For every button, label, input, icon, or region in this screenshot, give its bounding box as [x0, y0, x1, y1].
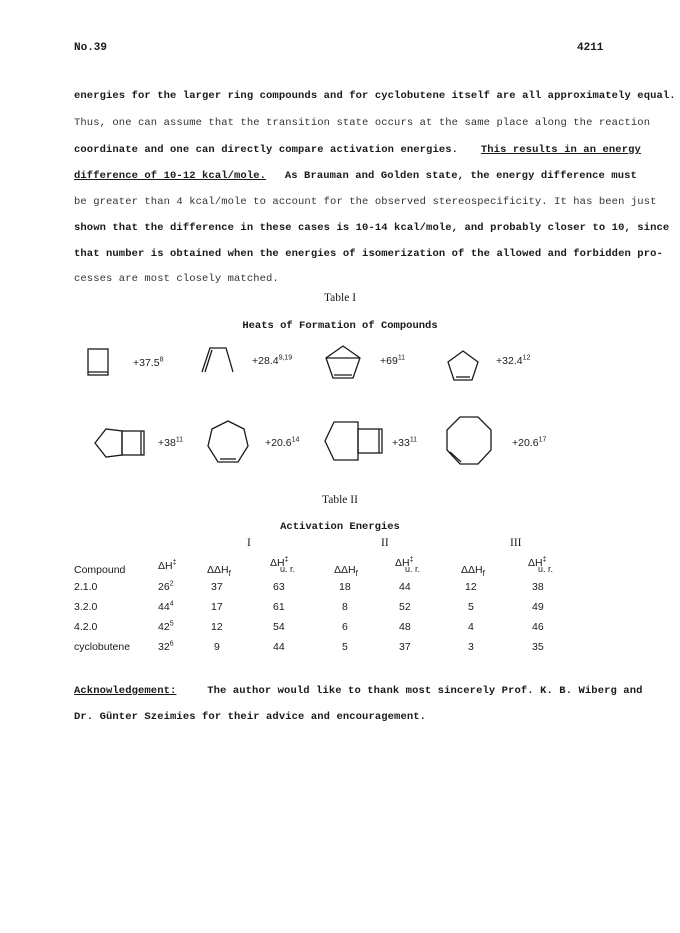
- column-header-ddhf: [461, 564, 485, 579]
- reference: 12: [522, 354, 531, 362]
- compound-heat: [133, 357, 163, 369]
- compound-name: cyclobutene: [74, 641, 131, 653]
- cell-value: 38: [532, 581, 544, 593]
- cell-value: 48: [399, 621, 411, 633]
- column-header-dh-ur: [395, 556, 421, 581]
- acknowledgement: [74, 685, 643, 697]
- column-header-ddhf: [207, 564, 231, 579]
- page-journal-number: No.39: [74, 42, 108, 54]
- cell-value: 12: [465, 581, 477, 593]
- cell-value: 42: [158, 621, 170, 633]
- compound-heat: [496, 355, 530, 367]
- reference: 9,19: [278, 354, 293, 362]
- bicyclo-4-2-0-octene-icon: [322, 418, 386, 466]
- header-text: ΔΔH: [334, 564, 356, 576]
- subscript: f: [228, 569, 231, 579]
- cell-value: 37: [399, 641, 411, 653]
- column-header-ddhf: [334, 564, 358, 579]
- column-header-dh-ur: [270, 556, 296, 581]
- cell-value: 17: [211, 601, 223, 613]
- subscript: f: [355, 569, 358, 579]
- reference: 11: [175, 436, 184, 444]
- heat-value: +20.6: [512, 437, 539, 449]
- dagger: ‡: [542, 556, 547, 564]
- heat-value: +37.5: [133, 357, 160, 369]
- cycloheptene-icon: [205, 418, 251, 468]
- table-1-subtitle: Heats of Formation of Compounds: [242, 320, 438, 332]
- column-header-dh: [158, 560, 177, 572]
- heat-value: +32.4: [496, 355, 523, 367]
- subscript: f: [482, 569, 485, 579]
- compound-heat: [158, 437, 183, 449]
- heat-value: +38: [158, 437, 176, 449]
- table-1-title: Table I: [323, 292, 357, 304]
- cell-value: 44: [158, 601, 170, 613]
- bicyclobutane-icon: [198, 342, 236, 376]
- cell-dh: [158, 601, 174, 613]
- cell-value: 61: [273, 601, 285, 613]
- cyclobutene-icon: [85, 345, 111, 379]
- cyclooctene-icon: [443, 414, 495, 468]
- cell-value: 6: [342, 621, 348, 633]
- cell-value: 44: [273, 641, 285, 653]
- subscript: u. r.: [538, 564, 554, 574]
- compound-heat: [265, 437, 299, 449]
- compound-heat: [380, 355, 405, 367]
- cell-dh: [158, 581, 174, 593]
- page-number: 4211: [577, 42, 604, 54]
- table-2-subtitle: Activation Energies: [280, 521, 400, 533]
- cell-value: 49: [532, 601, 544, 613]
- table-2-title: Table II: [322, 494, 358, 506]
- underlined-text: This results in an energy: [480, 144, 641, 156]
- cell-value: 4: [468, 621, 474, 633]
- compound-heat: [392, 437, 417, 449]
- paragraph-text: coordinate and one can directly compare activation energies.: [74, 144, 459, 156]
- subscript: u. r.: [280, 564, 296, 574]
- cell-value: 9: [214, 641, 220, 653]
- cyclopentene-icon: [445, 348, 481, 384]
- cell-value: 18: [339, 581, 351, 593]
- header-text: ΔΔH: [207, 564, 229, 576]
- reference: 4: [169, 600, 174, 608]
- bicyclo-3-2-0-heptene-icon: [92, 423, 150, 463]
- column-header-compound: Compound: [74, 564, 126, 576]
- cell-value: 52: [399, 601, 411, 613]
- paragraph-line: [74, 170, 637, 182]
- cell-value: 63: [273, 581, 285, 593]
- cell-value: 44: [399, 581, 411, 593]
- group-label: I: [247, 537, 251, 549]
- cell-value: 5: [468, 601, 474, 613]
- reference: 11: [397, 354, 406, 362]
- paragraph-line: be greater than 4 kcal/mole to account for the observed stereospecificity. It has been just: [74, 196, 657, 208]
- acknowledgement-text: The author would like to thank most sincerely Prof. K. B. Wiberg and: [207, 685, 643, 697]
- cell-value: 3: [468, 641, 474, 653]
- underlined-text: difference of 10-12 kcal/mole.: [74, 170, 267, 182]
- cell-dh: [158, 641, 174, 653]
- reference: 17: [538, 436, 547, 444]
- paragraph-line: cesses are most closely matched.: [74, 273, 279, 285]
- heat-value: +69: [380, 355, 398, 367]
- heat-value: +20.6: [265, 437, 292, 449]
- paragraph-line: that number is obtained when the energies of isomerization of the allowed and forbidden pro-: [74, 248, 663, 260]
- dagger: ‡: [409, 556, 414, 564]
- group-label: II: [381, 537, 389, 549]
- cell-value: 32: [158, 641, 170, 653]
- header-text: ΔH: [270, 557, 285, 569]
- header-text: ΔH: [158, 560, 173, 572]
- paragraph-line: Thus, one can assume that the transition state occurs at the same place along the reaction: [74, 117, 651, 129]
- compound-name: 4.2.0: [74, 621, 98, 633]
- reference: 14: [291, 436, 300, 444]
- cell-value: 5: [342, 641, 348, 653]
- paragraph-line: energies for the larger ring compounds and for cyclobutene itself are all approximately equal.: [74, 90, 676, 102]
- header-text: ΔΔH: [461, 564, 483, 576]
- paragraph-line: [74, 144, 641, 156]
- reference: 2: [169, 580, 174, 588]
- header-text: ΔH: [395, 557, 410, 569]
- header-text: ΔH: [528, 557, 543, 569]
- reference: 5: [169, 620, 174, 628]
- compound-name: 3.2.0: [74, 601, 98, 613]
- reference: 6: [169, 640, 174, 648]
- bicyclopentene-icon: [323, 343, 363, 381]
- group-label: III: [510, 537, 522, 549]
- reference: 8: [159, 356, 164, 364]
- acknowledgement-label: Acknowledgement:: [74, 685, 177, 697]
- heat-value: +33: [392, 437, 410, 449]
- subscript: u. r.: [405, 564, 421, 574]
- cell-value: 37: [211, 581, 223, 593]
- cell-value: 12: [211, 621, 223, 633]
- compound-heat: [512, 437, 546, 449]
- cell-value: 8: [342, 601, 348, 613]
- paragraph-text: As Brauman and Golden state, the energy difference must: [284, 170, 637, 182]
- heat-value: +28.4: [252, 355, 279, 367]
- cell-value: 35: [532, 641, 544, 653]
- cell-value: 46: [532, 621, 544, 633]
- cell-value: 26: [158, 581, 170, 593]
- column-header-dh-ur: [528, 556, 554, 581]
- dagger: ‡: [284, 556, 289, 564]
- cell-value: 54: [273, 621, 285, 633]
- compound-name: 2.1.0: [74, 581, 98, 593]
- dagger: ‡: [172, 559, 177, 567]
- acknowledgement-line: Dr. Günter Szeimies for their advice and encouragement.: [74, 711, 427, 723]
- cell-dh: [158, 621, 174, 633]
- paragraph-line: shown that the difference in these cases is 10-14 kcal/mole, and probably closer to 10, since: [74, 222, 670, 234]
- compound-heat: [252, 355, 292, 367]
- reference: 11: [409, 436, 418, 444]
